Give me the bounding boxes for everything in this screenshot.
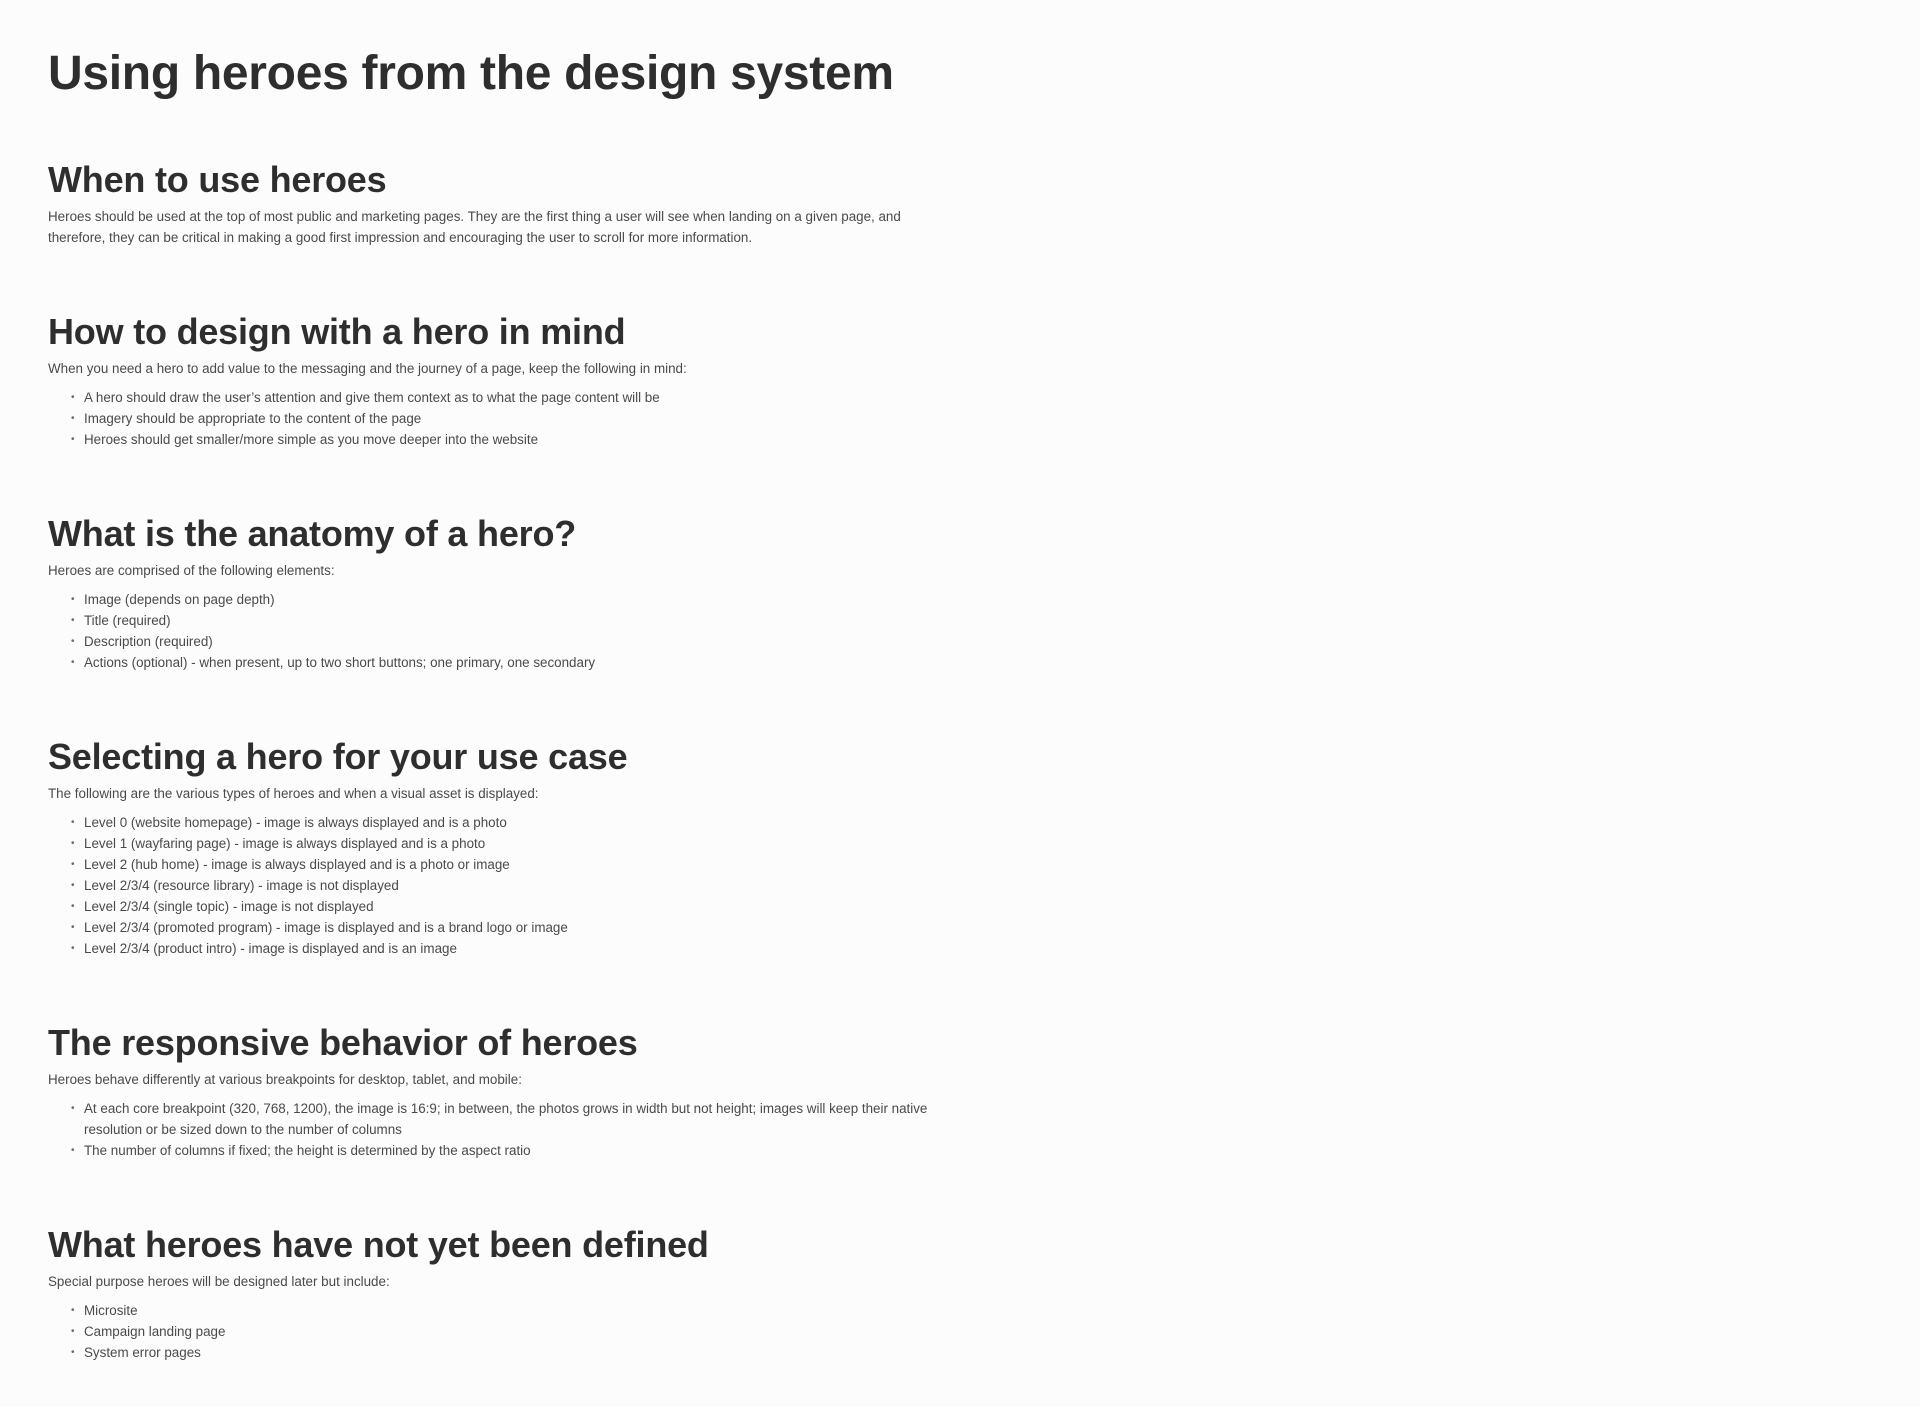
section-heading: When to use heroes (48, 159, 387, 200)
section-heading: Selecting a hero for your use case (48, 736, 628, 777)
list-item: • At each core breakpoint (320, 768, 1200), the image is 16:9; in between, the photos grows in width but not height; images will keep their native resolution or be sized down to the number of columns (84, 1098, 948, 1140)
bullet-list (48, 1098, 948, 1161)
list-item: • Description (required) (84, 631, 928, 652)
section-selecting-hero (48, 735, 928, 959)
list-item: • Microsite (84, 1300, 928, 1321)
list-item: • Campaign landing page (84, 1321, 928, 1342)
section-anatomy (48, 512, 928, 673)
bullet-list (48, 1300, 928, 1363)
list-item: • Level 1 (wayfaring page) - image is always displayed and is a photo (84, 833, 928, 854)
section-intro: Special purpose heroes will be designed later but include: (48, 1274, 390, 1289)
section-intro: Heroes are comprised of the following elements: (48, 563, 335, 578)
bullet-list (48, 812, 928, 959)
list-item: • A hero should draw the user’s attention and give them context as to what the page content will be (84, 387, 928, 408)
section-heading: How to design with a hero in mind (48, 311, 626, 352)
list-item: • Level 0 (website homepage) - image is always displayed and is a photo (84, 812, 928, 833)
page-title: Using heroes from the design system (48, 47, 894, 100)
section-intro: Heroes should be used at the top of most public and marketing pages. They are the first thing a user will see when landing on a given page, and therefore, they can be critical in making a good first impression and encouraging the user to scroll for more information. (48, 209, 901, 245)
list-item: • Level 2/3/4 (product intro) - image is displayed and is an image (84, 938, 928, 959)
section-responsive-behavior (48, 1021, 948, 1161)
section-intro: When you need a hero to add value to the messaging and the journey of a page, keep the following in mind: (48, 361, 687, 376)
list-item: • Level 2 (hub home) - image is always displayed and is a photo or image (84, 854, 928, 875)
section-when-to-use (48, 158, 928, 248)
section-heading: The responsive behavior of heroes (48, 1022, 638, 1063)
section-not-yet-defined (48, 1223, 928, 1363)
list-item: • Level 2/3/4 (resource library) - image is not displayed (84, 875, 928, 896)
list-item: • Level 2/3/4 (promoted program) - image is displayed and is a brand logo or image (84, 917, 928, 938)
document-page (0, 0, 948, 102)
list-item: • Imagery should be appropriate to the content of the page (84, 408, 928, 429)
list-item: • Heroes should get smaller/more simple as you move deeper into the website (84, 429, 928, 450)
section-heading: What heroes have not yet been defined (48, 1224, 709, 1265)
section-how-to-design (48, 310, 928, 450)
bullet-list (48, 589, 928, 673)
list-item: • Level 2/3/4 (single topic) - image is not displayed (84, 896, 928, 917)
section-heading: What is the anatomy of a hero? (48, 513, 577, 554)
section-intro: Heroes behave differently at various breakpoints for desktop, tablet, and mobile: (48, 1072, 522, 1087)
list-item: • Actions (optional) - when present, up to two short buttons; one primary, one secondary (84, 652, 928, 673)
list-item: • Image (depends on page depth) (84, 589, 928, 610)
list-item: • System error pages (84, 1342, 928, 1363)
section-intro: The following are the various types of heroes and when a visual asset is displayed: (48, 786, 539, 801)
list-item: • Title (required) (84, 610, 928, 631)
list-item: • The number of columns if fixed; the height is determined by the aspect ratio (84, 1140, 948, 1161)
bullet-list (48, 387, 928, 450)
